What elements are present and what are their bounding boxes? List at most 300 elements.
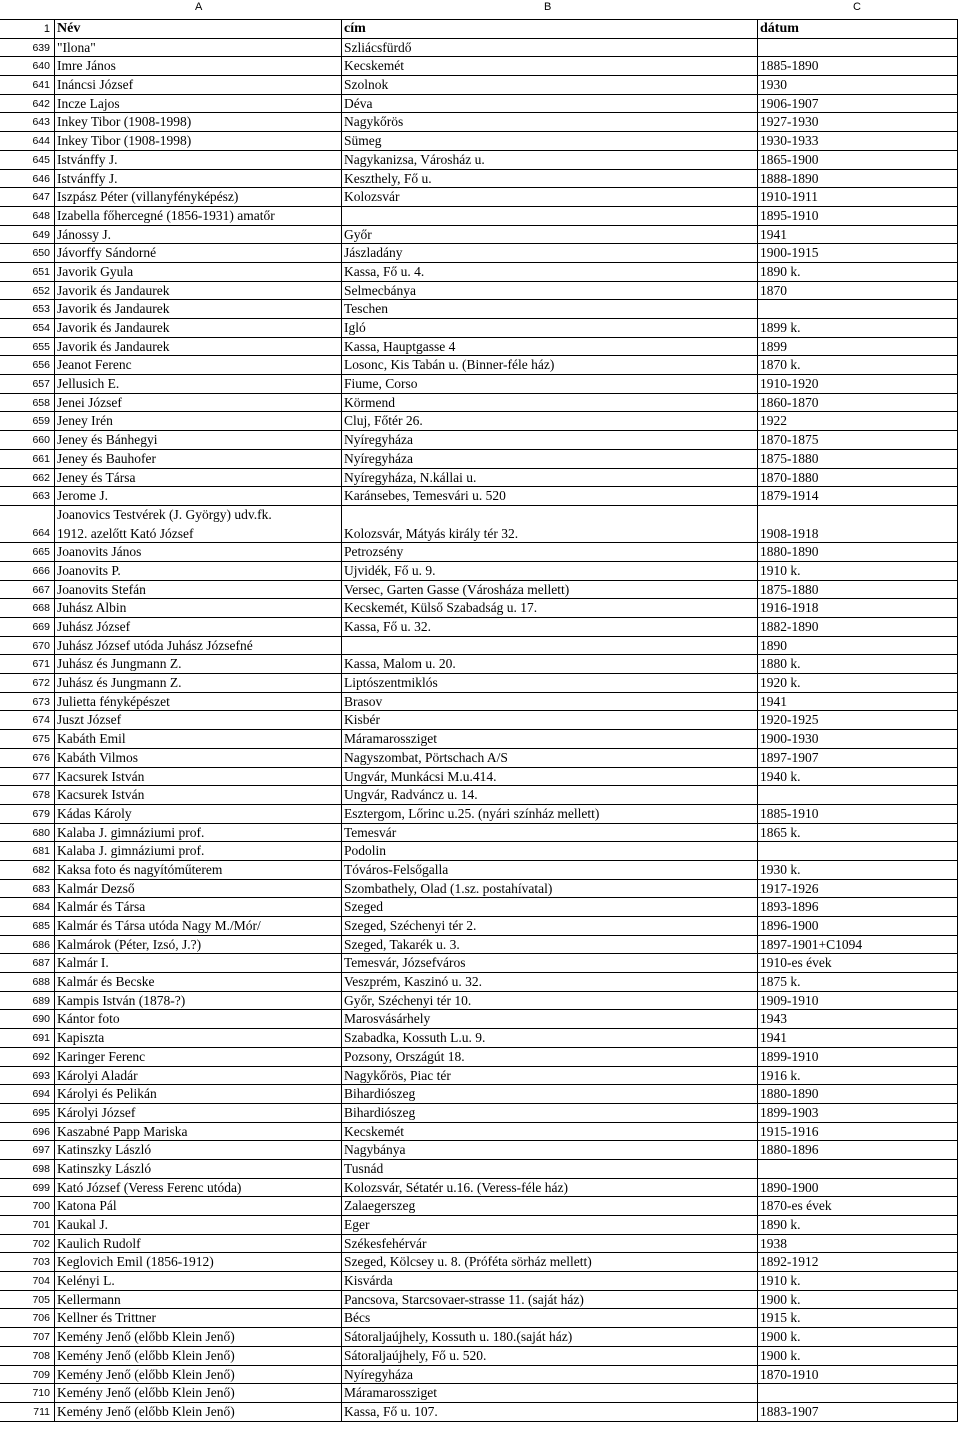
name-cell[interactable]: Kató József (Veress Ferenc utóda)	[54, 1179, 341, 1197]
table-row	[0, 76, 958, 95]
address-cell[interactable]: Sátoraljaújhely, Fő u. 520.	[341, 1347, 757, 1365]
address-cell[interactable]: Cluj, Főtér 26.	[341, 412, 757, 430]
address-cell[interactable]: Szeged, Kölcsey u. 8. (Próféta sörház mellett)	[341, 1253, 757, 1271]
table-row	[0, 1029, 958, 1048]
name-cell[interactable]: Julietta fényképészet	[54, 693, 341, 711]
name-cell[interactable]: Kaksa foto és nagyítóműterem	[54, 861, 341, 879]
name-cell[interactable]: Katona Pál	[54, 1197, 341, 1215]
column-letter-c[interactable]: C	[853, 1, 861, 13]
name-cell[interactable]: Kalmár Dezső	[54, 880, 341, 898]
table-row	[0, 300, 958, 319]
date-cell[interactable]: 1870	[757, 282, 958, 300]
address-cell[interactable]: Szeged, Takarék u. 3.	[341, 936, 757, 954]
date-cell[interactable]: 1885-1910	[757, 805, 958, 823]
address-cell[interactable]: Kassa, Malom u. 20.	[341, 655, 757, 673]
address-cell[interactable]: Podolin	[341, 842, 757, 860]
address-cell[interactable]: Ungvár, Munkácsi M.u.414.	[341, 768, 757, 786]
name-cell[interactable]: Izabella főhercegné (1856-1931) amatőr	[54, 207, 341, 225]
address-cell[interactable]: Temesvár	[341, 824, 757, 842]
row-number: 690	[32, 1013, 50, 1026]
address-cell[interactable]: Kassa, Fő u. 32.	[341, 618, 757, 636]
date-cell[interactable]: 1906-1907	[757, 95, 958, 113]
address-cell[interactable]: Nagykanizsa, Városház u.	[341, 151, 757, 169]
row-number: 653	[32, 303, 50, 316]
row-number: 659	[32, 415, 50, 428]
table-row	[0, 1179, 958, 1198]
address-cell[interactable]: Máramarossziget	[341, 730, 757, 748]
table-row	[0, 412, 958, 431]
table-row	[0, 768, 958, 787]
date-cell[interactable]: 1865-1900	[757, 151, 958, 169]
name-cell[interactable]: Károlyi József	[54, 1104, 341, 1122]
date-cell[interactable]: 1909-1910	[757, 992, 958, 1010]
name-cell[interactable]: Istvánffy J.	[54, 170, 341, 188]
date-cell[interactable]: 1870 k.	[757, 356, 958, 374]
table-row	[0, 1160, 958, 1179]
date-cell[interactable]: 1899	[757, 338, 958, 356]
row-number: 699	[32, 1181, 50, 1194]
address-cell[interactable]	[341, 637, 757, 655]
name-cell[interactable]: Javorik Gyula	[54, 263, 341, 281]
address-cell[interactable]: Keszthely, Fő u.	[341, 170, 757, 188]
date-cell[interactable]: 1895-1910	[757, 207, 958, 225]
address-cell[interactable]: Szliácsfürdő	[341, 39, 757, 57]
table-row	[0, 1272, 958, 1291]
date-cell[interactable]: 1880-1896	[757, 1141, 958, 1159]
name-cell[interactable]: Kalmár és Társa utóda Nagy M./Mór/	[54, 917, 341, 935]
address-cell[interactable]: Szolnok	[341, 76, 757, 94]
date-cell[interactable]: 1930	[757, 76, 958, 94]
address-cell[interactable]: Máramarossziget	[341, 1384, 757, 1402]
name-cell[interactable]: Kalmár és Becske	[54, 973, 341, 991]
name-cell[interactable]: Istvánffy J.	[54, 151, 341, 169]
date-cell[interactable]: 1860-1870	[757, 394, 958, 412]
address-cell[interactable]: Zalaegerszeg	[341, 1197, 757, 1215]
row-number: 662	[32, 471, 50, 484]
address-cell[interactable]: Déva	[341, 95, 757, 113]
address-cell[interactable]: Teschen	[341, 300, 757, 318]
name-cell[interactable]: Katinszky László	[54, 1160, 341, 1178]
name-cell[interactable]: Kemény Jenő (előbb Klein Jenő)	[54, 1328, 341, 1346]
date-cell[interactable]: 1910 k.	[757, 562, 958, 580]
address-cell[interactable]: Győr, Széchenyi tér 10.	[341, 992, 757, 1010]
row-number: 668	[32, 602, 50, 615]
date-cell[interactable]: 1922	[757, 412, 958, 430]
address-cell[interactable]: Szeged, Széchenyi tér 2.	[341, 917, 757, 935]
name-cell[interactable]: Jerome J.	[54, 487, 341, 505]
name-cell[interactable]: Imre János	[54, 57, 341, 75]
date-cell[interactable]: 1880-1890	[757, 543, 958, 561]
address-cell[interactable]: Selmecbánya	[341, 282, 757, 300]
row-number: 697	[32, 1144, 50, 1157]
date-cell[interactable]: 1897-1901+C1094	[757, 936, 958, 954]
row-number: 1	[43, 23, 50, 35]
row-number: 650	[32, 247, 50, 260]
date-cell[interactable]: 1920-1925	[757, 711, 958, 729]
date-cell[interactable]: 1941	[757, 1029, 958, 1047]
date-cell[interactable]: 1883-1907	[757, 1403, 958, 1421]
row-number: 711	[33, 1405, 50, 1418]
name-cell[interactable]: Jeney és Bauhofer	[54, 450, 341, 468]
date-cell[interactable]: 1940 k.	[757, 768, 958, 786]
name-cell[interactable]: Károlyi Aladár	[54, 1067, 341, 1085]
address-cell[interactable]: Székesfehérvár	[341, 1235, 757, 1253]
name-cell[interactable]: Karinger Ferenc	[54, 1048, 341, 1066]
date-cell[interactable]: 1880-1890	[757, 1085, 958, 1103]
date-cell[interactable]: 1910-1911	[757, 188, 958, 206]
name-cell[interactable]: Iszpász Péter (villanyfényképész)	[54, 188, 341, 206]
address-cell[interactable]: Esztergom, Lőrinc u.25. (nyári színház mellett)	[341, 805, 757, 823]
address-cell[interactable]: Petrozsény	[341, 543, 757, 561]
address-cell[interactable]: Bihardiószeg	[341, 1104, 757, 1122]
address-cell[interactable]: Eger	[341, 1216, 757, 1234]
name-cell[interactable]: Kemény Jenő (előbb Klein Jenő)	[54, 1403, 341, 1421]
address-cell[interactable]: Nyíregyháza	[341, 450, 757, 468]
date-cell[interactable]: 1875-1880	[757, 450, 958, 468]
header-address[interactable]: cím	[341, 20, 757, 38]
row-number: 664	[32, 526, 50, 539]
date-cell[interactable]: 1900 k.	[757, 1328, 958, 1346]
table-row	[0, 319, 958, 338]
row-number: 683	[32, 882, 50, 895]
date-cell[interactable]: 1938	[757, 1235, 958, 1253]
date-cell[interactable]: 1930 k.	[757, 861, 958, 879]
address-cell[interactable]: Nagykőrös, Piac tér	[341, 1067, 757, 1085]
date-cell[interactable]: 1899 k.	[757, 319, 958, 337]
name-cell[interactable]: Kemény Jenő (előbb Klein Jenő)	[54, 1384, 341, 1402]
address-cell[interactable]: Kassa, Fő u. 4.	[341, 263, 757, 281]
address-cell[interactable]: Karánsebes, Temesvári u. 520	[341, 487, 757, 505]
name-cell[interactable]: Joanovits P.	[54, 562, 341, 580]
row-number: 640	[32, 60, 50, 73]
table-row	[0, 637, 958, 656]
column-letter-b[interactable]: B	[544, 1, 552, 13]
name-cell[interactable]: Jenei József	[54, 394, 341, 412]
date-cell[interactable]: 1930-1933	[757, 132, 958, 150]
address-cell[interactable]: Szombathely, Olad (1.sz. postahívatal)	[341, 880, 757, 898]
address-cell[interactable]: Ungvár, Radváncz u. 14.	[341, 786, 757, 804]
date-cell[interactable]: 1890	[757, 637, 958, 655]
name-cell[interactable]: Javorik és Jandaurek	[54, 338, 341, 356]
date-cell[interactable]: 1900 k.	[757, 1291, 958, 1309]
date-cell[interactable]: 1899-1910	[757, 1048, 958, 1066]
name-cell[interactable]: "Ilona"	[54, 39, 341, 57]
date-cell[interactable]: 1885-1890	[757, 57, 958, 75]
address-cell[interactable]: Győr	[341, 226, 757, 244]
name-cell[interactable]: Kalaba J. gimnáziumi prof.	[54, 842, 341, 860]
address-cell[interactable]: Temesvár, Józsefváros	[341, 954, 757, 972]
name-cell[interactable]: Kacsurek István	[54, 768, 341, 786]
date-cell[interactable]: 1890-1900	[757, 1179, 958, 1197]
row-number: 669	[32, 621, 50, 634]
row-number: 710	[32, 1387, 50, 1400]
address-cell[interactable]: Tusnád	[341, 1160, 757, 1178]
name-cell[interactable]: Javorik és Jandaurek	[54, 282, 341, 300]
date-cell[interactable]	[757, 1160, 958, 1178]
name-cell[interactable]: Juhász József utóda Juhász Józsefné	[54, 637, 341, 655]
date-cell[interactable]	[757, 786, 958, 804]
table-row	[0, 1104, 958, 1123]
row-number: 672	[32, 677, 50, 690]
address-cell[interactable]: Brasov	[341, 693, 757, 711]
name-cell[interactable]: Jeanot Ferenc	[54, 356, 341, 374]
name-cell[interactable]: Ináncsi József	[54, 76, 341, 94]
address-cell[interactable]: Nagykőrös	[341, 113, 757, 131]
address-cell[interactable]: Kolozsvár, Sétatér u.16. (Veress-féle ház)	[341, 1179, 757, 1197]
date-cell[interactable]: 1882-1890	[757, 618, 958, 636]
row-number: 675	[32, 733, 50, 746]
address-cell[interactable]: Kecskemét	[341, 57, 757, 75]
row-number: 649	[32, 228, 50, 241]
table-row	[0, 450, 958, 469]
row-number: 652	[32, 284, 50, 297]
date-cell[interactable]: 1875-1880	[757, 581, 958, 599]
name-cell[interactable]: Inkey Tibor (1908-1998)	[54, 113, 341, 131]
name-cell[interactable]: Jeney Irén	[54, 412, 341, 430]
name-cell[interactable]: Juhász és Jungmann Z.	[54, 674, 341, 692]
name-cell[interactable]: Kádas Károly	[54, 805, 341, 823]
address-cell[interactable]: Nyíregyháza	[341, 431, 757, 449]
name-cell[interactable]: Károlyi és Pelikán	[54, 1085, 341, 1103]
date-cell[interactable]: 1879-1914	[757, 487, 958, 505]
row-number: 676	[32, 751, 50, 764]
table-row	[0, 805, 958, 824]
address-cell[interactable]: Pancsova, Starcsovaer-strasse 11. (saját ház)	[341, 1291, 757, 1309]
address-cell[interactable]: Ujvidék, Fő u. 9.	[341, 562, 757, 580]
name-line: Joanovics Testvérek (J. György) udv.fk.	[57, 506, 272, 522]
address-cell[interactable]: Kecskemét, Külső Szabadság u. 17.	[341, 599, 757, 617]
table-row	[0, 599, 958, 618]
address-cell[interactable]: Sátoraljaújhely, Kossuth u. 180.(saját ház)	[341, 1328, 757, 1346]
name-cell[interactable]: Jeney és Bánhegyi	[54, 431, 341, 449]
address-cell[interactable]: Nagybánya	[341, 1141, 757, 1159]
address-cell[interactable]: Liptószentmiklós	[341, 674, 757, 692]
table-row	[0, 244, 958, 263]
table-row	[0, 207, 958, 226]
table-row	[0, 1010, 958, 1029]
address-cell[interactable]: Tóváros-Felsőgalla	[341, 861, 757, 879]
date-cell[interactable]: 1892-1912	[757, 1253, 958, 1271]
table-row	[0, 861, 958, 880]
name-cell[interactable]: Jávorffy Sándorné	[54, 244, 341, 262]
address-cell[interactable]: Szeged	[341, 898, 757, 916]
name-cell[interactable]: Kampis István (1878-?)	[54, 992, 341, 1010]
row-number: 693	[32, 1069, 50, 1082]
date-cell[interactable]: 1870-1875	[757, 431, 958, 449]
name-cell[interactable]: Kabáth Vilmos	[54, 749, 341, 767]
date-cell[interactable]	[757, 300, 958, 318]
name-cell[interactable]: Jellusich E.	[54, 375, 341, 393]
date-cell[interactable]: 1917-1926	[757, 880, 958, 898]
date-cell[interactable]: 1865 k.	[757, 824, 958, 842]
address-cell[interactable]: Bihardiószeg	[341, 1085, 757, 1103]
row-number: 663	[32, 490, 50, 503]
name-cell[interactable]: Kabáth Emil	[54, 730, 341, 748]
date-cell[interactable]: 1910-es évek	[757, 954, 958, 972]
row-number: 661	[32, 452, 50, 465]
name-cell[interactable]: Jeney és Társa	[54, 469, 341, 487]
date-cell[interactable]: 1900-1930	[757, 730, 958, 748]
date-cell[interactable]: 1920 k.	[757, 674, 958, 692]
date-cell[interactable]: 1908-1918	[757, 506, 958, 542]
address-cell[interactable]: Nyíregyháza, N.kállai u.	[341, 469, 757, 487]
name-cell[interactable]: Kacsurek István	[54, 786, 341, 804]
address-cell[interactable]: Pozsony, Országút 18.	[341, 1048, 757, 1066]
date-cell[interactable]: 1927-1930	[757, 113, 958, 131]
table-row	[0, 469, 958, 488]
address-cell[interactable]: Kolozsvár, Mátyás király tér 32.	[341, 506, 757, 542]
name-cell[interactable]: Kántor foto	[54, 1010, 341, 1028]
table-row	[0, 1328, 958, 1347]
name-cell[interactable]: Joanovits Stefán	[54, 581, 341, 599]
row-number: 646	[32, 172, 50, 185]
row-number: 645	[32, 153, 50, 166]
name-cell[interactable]: Kalmár és Társa	[54, 898, 341, 916]
date-cell[interactable]: 1910 k.	[757, 1272, 958, 1290]
table-row	[0, 786, 958, 805]
name-cell[interactable]: Inkey Tibor (1908-1998)	[54, 132, 341, 150]
address-cell[interactable]: Körmend	[341, 394, 757, 412]
address-cell[interactable]: Jászladány	[341, 244, 757, 262]
table-row	[0, 842, 958, 861]
name-cell[interactable]: Kalmárok (Péter, Izsó, J.?)	[54, 936, 341, 954]
name-cell[interactable]: Kelényi L.	[54, 1272, 341, 1290]
table-row	[0, 954, 958, 973]
row-number: 671	[32, 658, 50, 671]
row-number: 658	[32, 396, 50, 409]
address-cell[interactable]: Marosvásárhely	[341, 1010, 757, 1028]
date-cell[interactable]: 1897-1907	[757, 749, 958, 767]
row-number: 700	[32, 1200, 50, 1213]
date-cell[interactable]: 1888-1890	[757, 170, 958, 188]
name-cell[interactable]: Kalmár I.	[54, 954, 341, 972]
address-cell[interactable]: Sümeg	[341, 132, 757, 150]
address-cell[interactable]: Losonc, Kis Tabán u. (Binner-féle ház)	[341, 356, 757, 374]
table-row	[0, 1347, 958, 1366]
address-cell[interactable]: Kassa, Hauptgasse 4	[341, 338, 757, 356]
address-cell[interactable]: Kisvárda	[341, 1272, 757, 1290]
date-cell[interactable]: 1900 k.	[757, 1347, 958, 1365]
name-cell[interactable]: Kaulich Rudolf	[54, 1235, 341, 1253]
date-cell[interactable]: 1941	[757, 693, 958, 711]
address-cell[interactable]: Fiume, Corso	[341, 375, 757, 393]
name-cell[interactable]: Kapiszta	[54, 1029, 341, 1047]
address-cell[interactable]: Kecskemét	[341, 1123, 757, 1141]
column-letter-a[interactable]: A	[195, 1, 203, 13]
table-row	[0, 113, 958, 132]
row-number: 655	[32, 340, 50, 353]
date-cell[interactable]: 1890 k.	[757, 263, 958, 281]
date-cell[interactable]: 1870-1880	[757, 469, 958, 487]
date-cell[interactable]: 1900-1915	[757, 244, 958, 262]
table-row	[0, 1291, 958, 1310]
header-name[interactable]: Név	[54, 20, 341, 38]
table-row	[0, 992, 958, 1011]
address-cell[interactable]: Nagyszombat, Pörtschach A/S	[341, 749, 757, 767]
address-cell[interactable]: Kassa, Fő u. 107.	[341, 1403, 757, 1421]
address-cell[interactable]: Bécs	[341, 1309, 757, 1327]
address-cell[interactable]: Szabadka, Kossuth L.u. 9.	[341, 1029, 757, 1047]
date-cell[interactable]: 1870-es évek	[757, 1197, 958, 1215]
row-number: 685	[32, 920, 50, 933]
table-row	[0, 936, 958, 955]
name-cell[interactable]: Juhász és Jungmann Z.	[54, 655, 341, 673]
date-cell[interactable]: 1915-1916	[757, 1123, 958, 1141]
name-cell[interactable]: Juhász Albin	[54, 599, 341, 617]
date-cell[interactable]: 1916 k.	[757, 1067, 958, 1085]
date-cell[interactable]: 1870-1910	[757, 1366, 958, 1384]
name-cell[interactable]: Juhász József	[54, 618, 341, 636]
address-cell[interactable]: Kisbér	[341, 711, 757, 729]
date-cell[interactable]: 1880 k.	[757, 655, 958, 673]
address-cell[interactable]: Nyíregyháza	[341, 1366, 757, 1384]
date-cell[interactable]	[757, 39, 958, 57]
date-cell[interactable]	[757, 842, 958, 860]
date-cell[interactable]: 1916-1918	[757, 599, 958, 617]
date-cell[interactable]	[757, 1384, 958, 1402]
name-cell[interactable]: Keglovich Emil (1856-1912)	[54, 1253, 341, 1271]
date-cell[interactable]: 1896-1900	[757, 917, 958, 935]
table-row	[0, 356, 958, 375]
table-row	[0, 1309, 958, 1328]
table-row	[0, 1067, 958, 1086]
date-cell[interactable]: 1875 k.	[757, 973, 958, 991]
address-cell[interactable]: Igló	[341, 319, 757, 337]
table-row	[0, 674, 958, 693]
name-cell[interactable]: Javorik és Jandaurek	[54, 300, 341, 318]
date-cell[interactable]: 1893-1896	[757, 898, 958, 916]
table-row	[0, 394, 958, 413]
date-cell[interactable]: 1899-1903	[757, 1104, 958, 1122]
address-cell[interactable]: Veszprém, Kaszinó u. 32.	[341, 973, 757, 991]
address-cell[interactable]	[341, 207, 757, 225]
name-cell[interactable]: Juszt József	[54, 711, 341, 729]
name-cell[interactable]: Joanovits János	[54, 543, 341, 561]
name-cell[interactable]: Kalaba J. gimnáziumi prof.	[54, 824, 341, 842]
row-number: 692	[32, 1050, 50, 1063]
row-number: 702	[32, 1237, 50, 1250]
row-number: 694	[32, 1088, 50, 1101]
name-cell[interactable]: Kemény Jenő (előbb Klein Jenő)	[54, 1347, 341, 1365]
row-number: 707	[32, 1331, 50, 1344]
name-cell[interactable]: Kellermann	[54, 1291, 341, 1309]
name-cell[interactable]: Incze Lajos	[54, 95, 341, 113]
name-cell[interactable]: Kemény Jenő (előbb Klein Jenő)	[54, 1366, 341, 1384]
name-cell[interactable]: Javorik és Jandaurek	[54, 319, 341, 337]
row-number: 679	[32, 807, 50, 820]
date-cell[interactable]: 1915 k.	[757, 1309, 958, 1327]
table-row	[0, 1141, 958, 1160]
name-cell[interactable]: Katinszky László	[54, 1141, 341, 1159]
name-cell[interactable]: Jánossy J.	[54, 226, 341, 244]
name-cell[interactable]: Kaszabné Papp Mariska	[54, 1123, 341, 1141]
date-cell[interactable]: 1943	[757, 1010, 958, 1028]
table-row	[0, 749, 958, 768]
name-cell[interactable]	[54, 506, 341, 542]
table-row	[0, 263, 958, 282]
date-cell[interactable]: 1941	[757, 226, 958, 244]
table-row	[0, 1366, 958, 1385]
header-date[interactable]: dátum	[757, 20, 958, 38]
date-cell[interactable]: 1910-1920	[757, 375, 958, 393]
address-cell[interactable]: Kolozsvár	[341, 188, 757, 206]
table-row	[0, 543, 958, 562]
name-cell[interactable]: Kellner és Trittner	[54, 1309, 341, 1327]
address-cell[interactable]: Versec, Garten Gasse (Városháza mellett)	[341, 581, 757, 599]
date-cell[interactable]: 1890 k.	[757, 1216, 958, 1234]
name-cell[interactable]: Kaukal J.	[54, 1216, 341, 1234]
row-number: 706	[32, 1312, 50, 1325]
